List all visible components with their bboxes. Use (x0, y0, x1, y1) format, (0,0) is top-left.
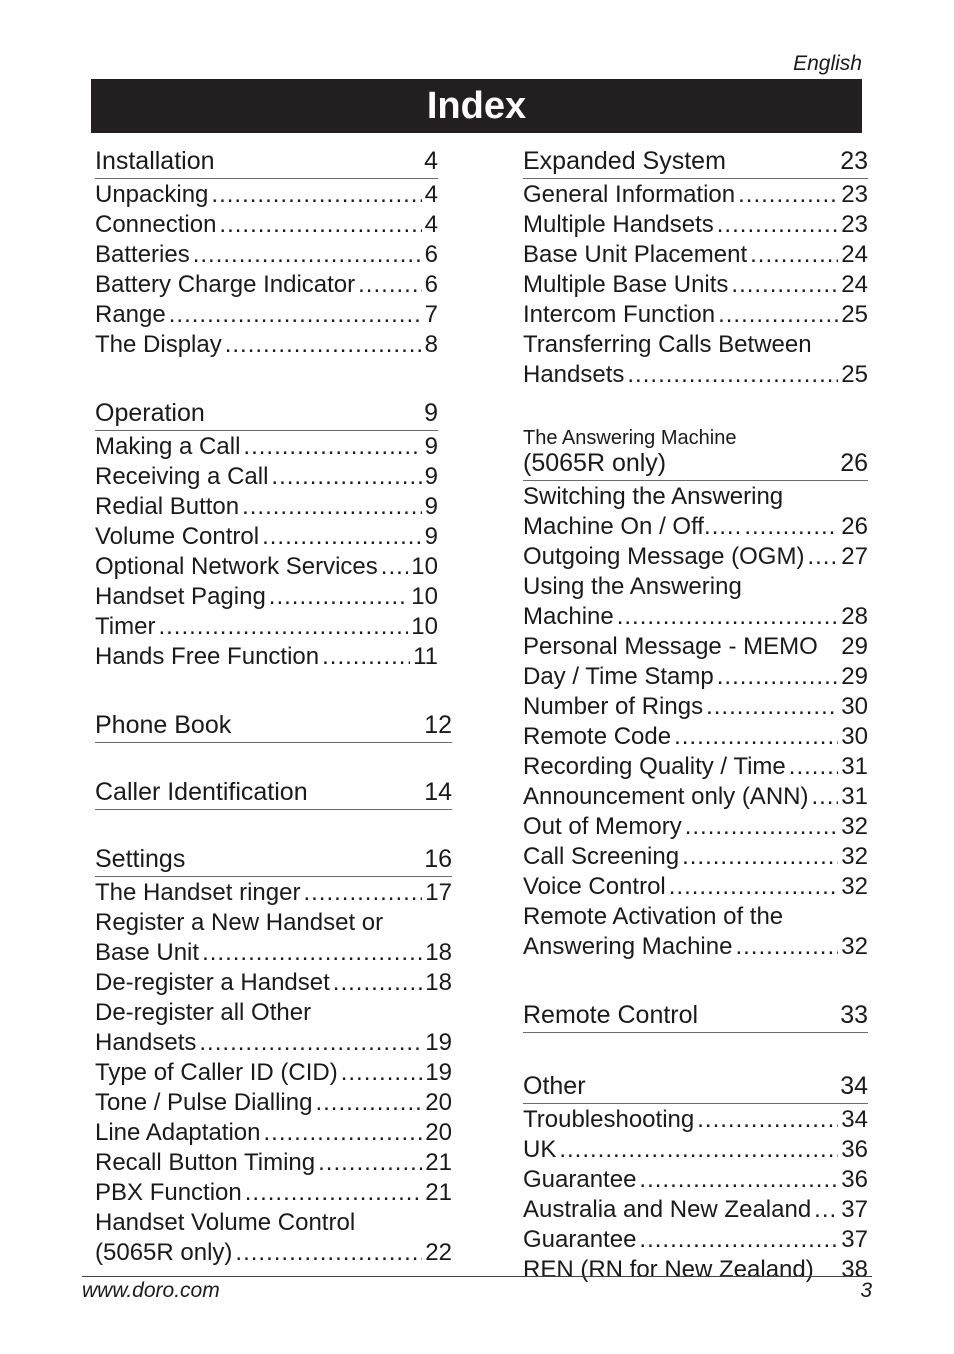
index-entry[interactable] (523, 662, 868, 692)
entry-page: 7 (424, 301, 438, 328)
index-section (523, 426, 868, 962)
entry-label: De-register all Other (95, 999, 312, 1026)
entry-label: Tone / Pulse Dialling (95, 1089, 313, 1116)
entry-label: Guarantee (523, 1226, 637, 1253)
index-entry[interactable] (95, 878, 452, 908)
index-entry[interactable] (523, 1255, 868, 1285)
entry-label: Personal Message - MEMO (523, 633, 818, 660)
entry-label: Handset Paging (95, 583, 266, 610)
dot-leader (717, 210, 839, 240)
index-entry[interactable] (95, 300, 438, 330)
dot-leader (269, 582, 409, 612)
entry-list (95, 180, 438, 360)
dot-leader (243, 432, 421, 462)
entry-label: Outgoing Message (OGM) (523, 543, 805, 570)
entry-page: 18 (425, 939, 452, 966)
section-page: 23 (840, 147, 868, 175)
entry-label: Battery Charge Indicator (95, 271, 356, 298)
dot-leader (617, 602, 839, 632)
entry-page: 18 (425, 969, 452, 996)
entry-label: Remote Code (523, 723, 672, 750)
dot-leader (318, 1148, 422, 1178)
entry-page: 23 (841, 181, 868, 208)
entry-page: 37 (841, 1226, 868, 1253)
dot-leader (211, 180, 421, 210)
index-entry[interactable] (523, 330, 868, 390)
entry-label: Connection (95, 211, 217, 238)
page-title: Index (91, 79, 862, 133)
dot-leader (685, 812, 839, 842)
index-entry[interactable] (95, 240, 438, 270)
section-heading[interactable] (95, 775, 452, 810)
index-entry[interactable] (95, 642, 438, 672)
index-entry[interactable] (523, 572, 868, 632)
entry-label: Recording Quality / Time (523, 753, 786, 780)
dot-leader (718, 300, 838, 330)
entry-list (523, 180, 868, 390)
entry-page: 9 (424, 523, 438, 550)
entry-page: 17 (425, 879, 452, 906)
entry-page: 36 (841, 1136, 868, 1163)
index-entry[interactable] (95, 1118, 452, 1148)
entry-page: 36 (841, 1166, 868, 1193)
index-entry[interactable] (523, 812, 868, 842)
index-entry[interactable] (95, 210, 438, 240)
entry-page: 24 (841, 271, 868, 298)
entry-label: Number of Rings (523, 693, 704, 720)
section-title: Installation (95, 147, 215, 175)
entry-label: Timer (95, 613, 156, 640)
entry-label: Volume Control (95, 523, 260, 550)
entry-line (95, 1028, 452, 1058)
dot-leader (199, 1028, 422, 1058)
entry-page: 24 (841, 241, 868, 268)
entry-page: 32 (841, 933, 868, 960)
entry-page: 6 (424, 241, 438, 268)
entry-label: The Handset ringer (95, 879, 301, 906)
entry-label-cont: Handsets (523, 361, 625, 388)
entry-page: 38 (841, 1256, 868, 1283)
entry-label: Day / Time Stamp (523, 663, 714, 690)
index-entry[interactable] (95, 908, 452, 968)
entry-label-cont: Machine (523, 603, 614, 630)
index-entry[interactable] (523, 902, 868, 962)
dot-leader (669, 872, 839, 902)
index-entry[interactable] (523, 872, 868, 902)
entry-label: PBX Function (95, 1179, 242, 1206)
entry-page: 25 (841, 361, 868, 388)
index-entry[interactable] (95, 1088, 452, 1118)
index-entry[interactable] (95, 1148, 452, 1178)
entry-page: 31 (841, 783, 868, 810)
index-section (95, 775, 452, 810)
section-heading[interactable] (523, 1069, 868, 1104)
entry-label: Switching the Answering (523, 483, 784, 510)
index-entry[interactable] (523, 482, 868, 542)
footer-divider (82, 1276, 872, 1277)
entry-page: 28 (841, 603, 868, 630)
dot-leader (789, 752, 839, 782)
index-section (523, 144, 868, 390)
section-title: Remote Control (523, 1001, 699, 1029)
dot-leader (738, 180, 838, 210)
entry-line (523, 512, 868, 542)
index-entry[interactable] (95, 612, 438, 642)
index-entry[interactable] (523, 270, 868, 300)
entry-label: Making a Call (95, 433, 241, 460)
entry-line (523, 932, 868, 962)
index-entry[interactable] (95, 330, 438, 360)
entry-label: The Display (95, 331, 222, 358)
entry-page: 29 (841, 633, 868, 660)
entry-label: Australia and New Zealand (523, 1196, 812, 1223)
index-entry[interactable] (523, 1165, 868, 1195)
index-entry[interactable] (95, 492, 438, 522)
index-entry[interactable] (95, 270, 438, 300)
section-heading[interactable] (523, 446, 868, 481)
entry-page: 10 (411, 583, 438, 610)
dot-leader (358, 270, 422, 300)
index-entry[interactable] (95, 552, 438, 582)
dot-leader (242, 492, 422, 522)
section-heading[interactable] (95, 842, 452, 877)
entry-label: Remote Activation of the (523, 903, 784, 930)
index-entry[interactable] (523, 722, 868, 752)
entry-label: Type of Caller ID (CID) (95, 1059, 338, 1086)
index-entry[interactable] (95, 582, 438, 612)
index-entry[interactable] (95, 998, 452, 1058)
index-entry[interactable] (523, 542, 868, 572)
index-entry[interactable] (95, 522, 438, 552)
entry-page: 23 (841, 211, 868, 238)
dot-leader (697, 1105, 838, 1135)
entry-page: 4 (424, 211, 438, 238)
entry-label: UK (523, 1136, 557, 1163)
entry-label: Out of Memory (523, 813, 682, 840)
section-heading[interactable] (523, 144, 868, 179)
entry-label: Register a New Handset or (95, 909, 384, 936)
section-title: Caller Identification (95, 778, 308, 806)
entry-label: Handset Volume Control (95, 1209, 356, 1236)
dot-leader (341, 1058, 423, 1088)
dot-leader (735, 932, 838, 962)
dot-leader (193, 240, 422, 270)
dot-leader (639, 1165, 838, 1195)
dot-leader (717, 662, 839, 692)
footer-url: www.doro.com (82, 1279, 220, 1302)
index-entry[interactable] (523, 1195, 868, 1225)
dot-leader (814, 1195, 838, 1225)
dot-leader (559, 1135, 838, 1165)
index-entry[interactable] (95, 180, 438, 210)
entry-page: 32 (841, 873, 868, 900)
section-page: 4 (424, 147, 438, 175)
entry-label-cont: (5065R only) (95, 1239, 233, 1266)
entry-page: 9 (424, 493, 438, 520)
entry-page: 25 (841, 301, 868, 328)
dot-leader (807, 542, 838, 572)
dot-leader (235, 1238, 422, 1268)
entry-page: 20 (425, 1119, 452, 1146)
entry-page: 30 (841, 723, 868, 750)
entry-label: Receiving a Call (95, 463, 269, 490)
index-entry[interactable] (95, 1058, 452, 1088)
dot-leader (744, 512, 838, 542)
section-title: Other (523, 1072, 586, 1100)
entry-label-cont: Base Unit (95, 939, 200, 966)
section-title: Operation (95, 399, 205, 427)
dot-leader (158, 612, 408, 642)
entry-page: 30 (841, 693, 868, 720)
entry-label: Unpacking (95, 181, 209, 208)
dot-leader (322, 642, 410, 672)
entry-label: Hands Free Function (95, 643, 320, 670)
entry-label: Intercom Function (523, 301, 716, 328)
entry-page: 21 (425, 1179, 452, 1206)
entry-page: 10 (411, 613, 438, 640)
entry-page: 26 (841, 513, 868, 540)
index-section (95, 144, 438, 360)
entry-label: Announcement only (ANN) (523, 783, 809, 810)
entry-page: 37 (841, 1196, 868, 1223)
section-title: (5065R only) (523, 449, 667, 477)
index-entry[interactable] (523, 210, 868, 240)
index-entry[interactable] (523, 240, 868, 270)
dot-leader (262, 522, 422, 552)
section-page: 34 (840, 1072, 868, 1100)
section-subtitle: The Answering Machine (523, 427, 737, 449)
index-section (95, 708, 452, 743)
entry-page: 29 (841, 663, 868, 690)
dot-leader (706, 692, 838, 722)
section-page: 33 (840, 1001, 868, 1029)
footer-page-number: 3 (860, 1279, 872, 1302)
entry-line (523, 602, 868, 632)
index-entry[interactable] (523, 1225, 868, 1255)
dot-leader (627, 360, 838, 390)
index-section (95, 842, 452, 1268)
index-entry[interactable] (523, 752, 868, 782)
entry-label: General Information (523, 181, 736, 208)
entry-page: 27 (841, 543, 868, 570)
entry-page: 32 (841, 843, 868, 870)
section-heading[interactable] (523, 998, 868, 1033)
dot-leader (303, 878, 422, 908)
section-page: 12 (424, 711, 452, 739)
entry-label: Using the Answering (523, 573, 742, 600)
index-entry[interactable] (523, 842, 868, 872)
entry-line (523, 360, 868, 390)
section-heading[interactable] (95, 708, 452, 743)
entry-label: Line Adaptation (95, 1119, 261, 1146)
entry-label: Range (95, 301, 166, 328)
entry-label: Batteries (95, 241, 190, 268)
index-entry[interactable] (95, 1208, 452, 1268)
entry-line (95, 1238, 452, 1268)
section-title: Settings (95, 845, 186, 873)
dot-leader (202, 938, 422, 968)
entry-label-cont: Answering Machine (523, 933, 733, 960)
dot-leader (225, 330, 422, 360)
index-section (523, 998, 868, 1033)
dot-leader (271, 462, 421, 492)
section-page: 16 (424, 845, 452, 873)
section-heading[interactable] (95, 396, 438, 431)
index-entry[interactable] (523, 1135, 868, 1165)
entry-label: Multiple Handsets (523, 211, 714, 238)
entry-label-cont: Machine On / Off.…. (523, 513, 742, 540)
dot-leader (731, 270, 838, 300)
section-title: Expanded System (523, 147, 726, 175)
entry-list (95, 878, 452, 1268)
section-title: Phone Book (95, 711, 232, 739)
entry-list (523, 482, 868, 962)
dot-leader (263, 1118, 422, 1148)
index-column-left (95, 144, 452, 1268)
index-entry[interactable] (523, 180, 868, 210)
dot-leader (750, 240, 838, 270)
index-entry[interactable] (95, 1178, 452, 1208)
entry-page: 6 (424, 271, 438, 298)
language-label: English (793, 52, 862, 75)
dot-leader (219, 210, 421, 240)
dot-leader (639, 1225, 838, 1255)
index-section (95, 396, 438, 672)
entry-page: 4 (424, 181, 438, 208)
dot-leader (315, 1088, 422, 1118)
entry-label: Transferring Calls Between (523, 331, 812, 358)
index-entry[interactable] (523, 692, 868, 722)
dot-leader (381, 552, 409, 582)
index-column-right (523, 144, 868, 1285)
entry-list (523, 1105, 868, 1285)
entry-label: Voice Control (523, 873, 666, 900)
dot-leader (333, 968, 423, 998)
entry-label: REN (RN for New Zealand) (523, 1256, 814, 1283)
index-entry[interactable] (95, 968, 452, 998)
entry-label: Multiple Base Units (523, 271, 729, 298)
entry-page: 19 (425, 1029, 452, 1056)
entry-page: 9 (424, 433, 438, 460)
index-section (523, 1069, 868, 1285)
entry-page: 34 (841, 1106, 868, 1133)
entry-page: 8 (424, 331, 438, 358)
entry-page: 21 (425, 1149, 452, 1176)
dot-leader (169, 300, 422, 330)
index-entry[interactable] (95, 432, 438, 462)
entry-page: 31 (841, 753, 868, 780)
entry-label: Recall Button Timing (95, 1149, 316, 1176)
dot-leader (682, 842, 838, 872)
dot-leader (245, 1178, 423, 1208)
entry-page: 32 (841, 813, 868, 840)
entry-label: Troubleshooting (523, 1106, 695, 1133)
index-entry[interactable] (523, 300, 868, 330)
index-entry[interactable] (95, 462, 438, 492)
entry-page: 20 (425, 1089, 452, 1116)
entry-line (95, 938, 452, 968)
entry-label: Guarantee (523, 1166, 637, 1193)
entry-page: 9 (424, 463, 438, 490)
dot-leader (811, 782, 838, 812)
index-entry[interactable] (523, 632, 868, 662)
entry-label: Base Unit Placement (523, 241, 748, 268)
entry-label-cont: Handsets (95, 1029, 197, 1056)
entry-list (95, 432, 438, 672)
section-page: 26 (840, 449, 868, 477)
entry-label: De-register a Handset (95, 969, 330, 996)
section-page: 14 (424, 778, 452, 806)
index-entry[interactable] (523, 782, 868, 812)
section-page: 9 (424, 399, 438, 427)
section-heading[interactable] (95, 144, 438, 179)
entry-label: Optional Network Services (95, 553, 378, 580)
entry-label: Call Screening (523, 843, 680, 870)
entry-label: Redial Button (95, 493, 240, 520)
dot-leader (674, 722, 838, 752)
index-entry[interactable] (523, 1105, 868, 1135)
entry-page: 19 (425, 1059, 452, 1086)
entry-page: 22 (425, 1239, 452, 1266)
entry-page: 11 (413, 643, 438, 670)
entry-page: 10 (411, 553, 438, 580)
